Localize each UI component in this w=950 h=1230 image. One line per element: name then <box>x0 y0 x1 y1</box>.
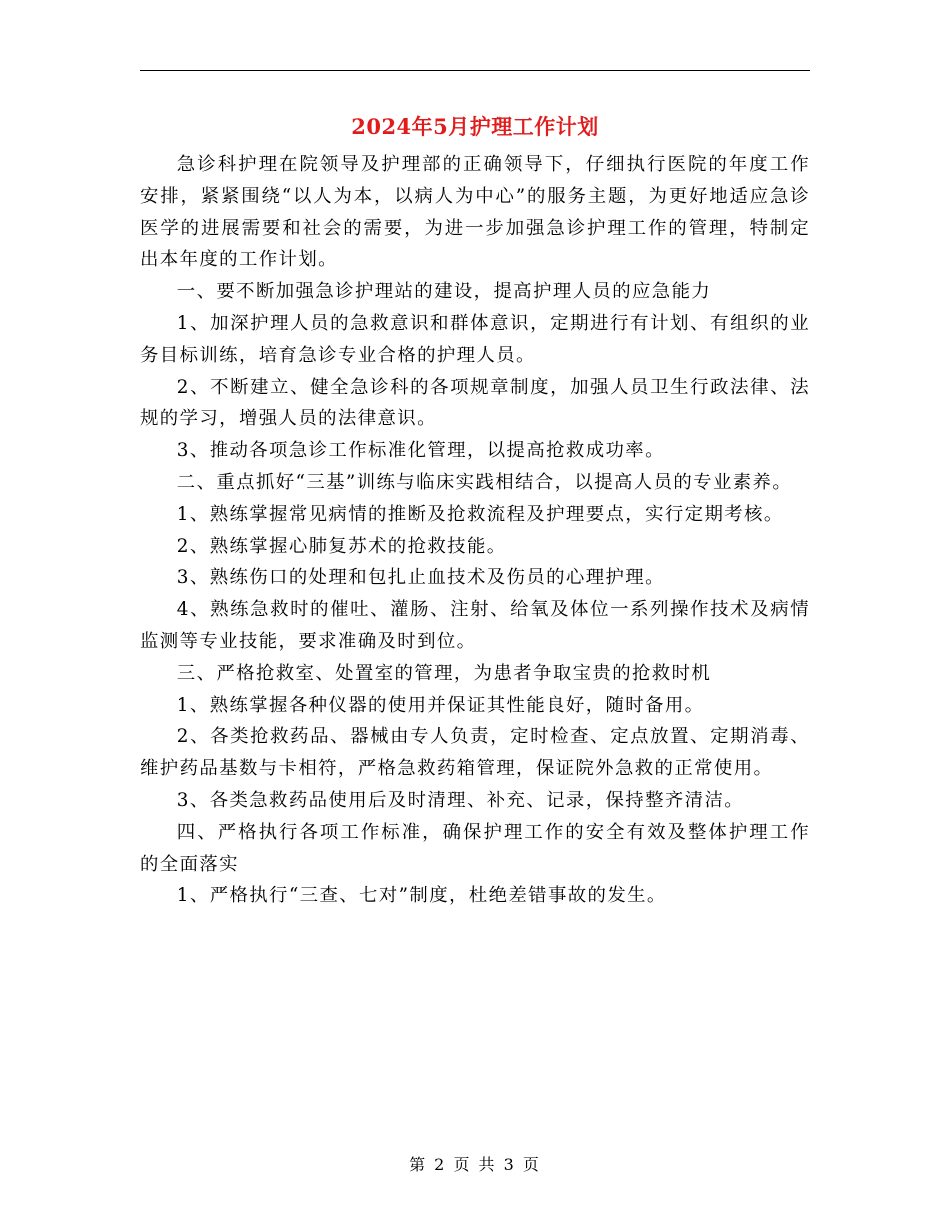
section-heading-4: 四、严格执行各项工作标准，确保护理工作的安全有效及整体护理工作的全面落实 <box>140 821 810 875</box>
section-heading-2: 二、重点抓好“三基”训练与临床实践相结合，以提高人员的专业素养。 <box>176 471 793 493</box>
section-heading-3: 三、严格抢救室、处置室的管理，为患者争取宝贵的抢救时机 <box>176 662 712 684</box>
page-number-footer: 第 2 页 共 3 页 <box>409 1155 541 1174</box>
list-item: 1、熟练掌握各种仪器的使用并保证其性能良好，随时备用。 <box>176 694 705 716</box>
intro-paragraph: 急诊科护理在院领导及护理部的正确领导下，仔细执行医院的年度工作安排，紧紧围绕“以人为本，以病人为中心”的服务主题，为更好地适应急诊医学的进展需要和社会的需要，为进一步加强急诊护理工作的管理，特制定出本年度的工作计划。 <box>140 154 810 271</box>
document-title: 2024年5月护理工作计划 <box>351 114 599 139</box>
list-item: 2、熟练掌握心肺复苏术的抢救技能。 <box>176 535 507 557</box>
list-item: 3、各类急救药品使用后及时清理、补充、记录，保持整齐清洁。 <box>176 789 745 811</box>
list-item: 3、推动各项急诊工作标准化管理，以提高抢救成功率。 <box>176 440 665 462</box>
list-item: 1、严格执行“三查、七对”制度，杜绝差错事故的发生。 <box>176 885 667 907</box>
section-heading-1: 一、要不断加强急诊护理站的建设，提高护理人员的应急能力 <box>176 281 712 303</box>
header-rule <box>140 70 810 71</box>
list-item: 1、熟练掌握常见病情的推断及抢救流程及护理要点，实行定期考核。 <box>176 503 784 525</box>
list-item: 3、熟练伤口的处理和包扎止血技术及伤员的心理护理。 <box>176 567 665 589</box>
document-body <box>140 149 810 912</box>
list-item: 1、加深护理人员的急救意识和群体意识，定期进行有计划、有组织的业务目标训练，培育急诊专业合格的护理人员。 <box>140 312 810 366</box>
list-item: 2、各类抢救药品、器械由专人负责，定时检查、定点放置、定期消毒、维护药品基数与卡相符，严格急救药箱管理，保证院外急救的正常使用。 <box>140 726 810 780</box>
list-item: 4、熟练急救时的催吐、灌肠、注射、给氧及体位一系列操作技术及病情监测等专业技能，要求准确及时到位。 <box>140 599 810 652</box>
list-item: 2、不断建立、健全急诊科的各项规章制度，加强人员卫生行政法律、法规的学习，增强人员的法律意识。 <box>140 376 810 430</box>
